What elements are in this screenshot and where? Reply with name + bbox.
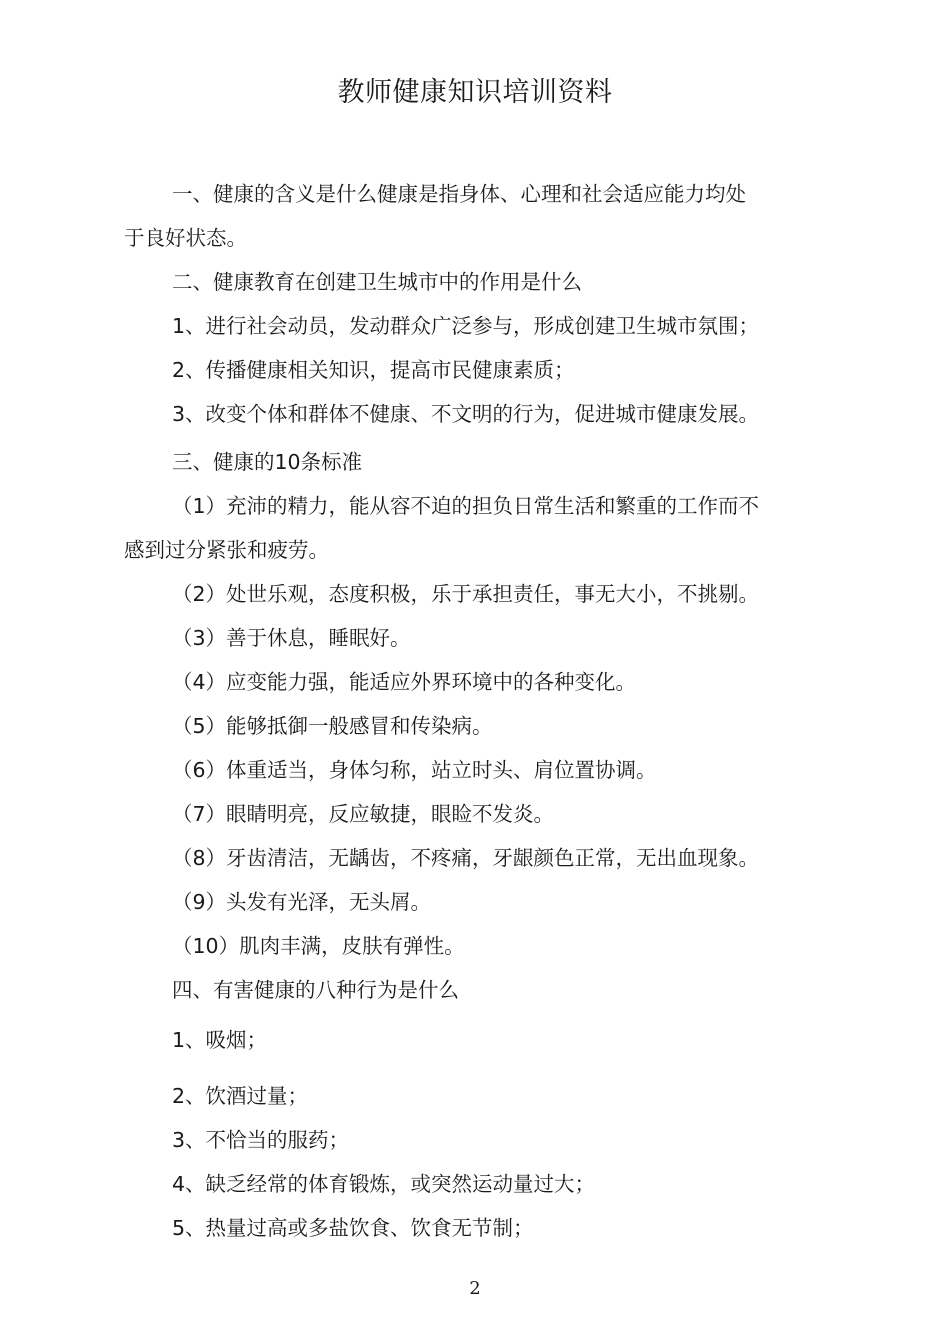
list-item: 1、进行社会动员，发动群众广泛参与，形成创建卫生城市氛围； <box>172 314 760 338</box>
section-heading: 三、健康的10条标准 <box>172 450 363 474</box>
section-heading: 二、健康教育在创建卫生城市中的作用是什么 <box>172 270 582 294</box>
page-number: 2 <box>469 1278 481 1299</box>
list-item: 5、热量过高或多盐饮食、饮食无节制； <box>172 1216 534 1240</box>
text-line: 于良好状态。 <box>124 226 247 250</box>
list-item: （5）能够抵御一般感冒和传染病。 <box>172 714 493 738</box>
text-line: 感到过分紧张和疲劳。 <box>124 538 329 562</box>
text-line: 一、健康的含义是什么健康是指身体、心理和社会适应能力均处 <box>172 182 746 206</box>
list-item: （9）头发有光泽，无头屑。 <box>172 890 432 914</box>
list-item: （2）处世乐观，态度积极，乐于承担责任，事无大小，不挑剔。 <box>172 582 760 606</box>
list-item: （1）充沛的精力，能从容不迫的担负日常生活和繁重的工作而不 <box>172 494 760 518</box>
list-item: 2、传播健康相关知识，提高市民健康素质； <box>172 358 575 382</box>
list-item: （10）肌肉丰满，皮肤有弹性。 <box>172 934 465 958</box>
list-item: 2、饮酒过量； <box>172 1084 309 1108</box>
list-item: 3、不恰当的服药； <box>172 1128 350 1152</box>
list-item: （4）应变能力强，能适应外界环境中的各种变化。 <box>172 670 637 694</box>
list-item: （8）牙齿清洁，无龋齿，不疼痛，牙龈颜色正常，无出血现象。 <box>172 846 760 870</box>
page-title: 教师健康知识培训资料 <box>337 77 613 108</box>
list-item: （7）眼睛明亮，反应敏捷，眼睑不发炎。 <box>172 802 555 826</box>
list-item: 3、改变个体和群体不健康、不文明的行为，促进城市健康发展。 <box>172 402 760 426</box>
list-item: 1、吸烟； <box>172 1028 268 1052</box>
list-item: 4、缺乏经常的体育锻炼，或突然运动量过大； <box>172 1172 596 1196</box>
list-item: （3）善于休息，睡眠好。 <box>172 626 411 650</box>
section-heading: 四、有害健康的八种行为是什么 <box>172 978 459 1002</box>
list-item: （6）体重适当，身体匀称，站立时头、肩位置协调。 <box>172 758 657 782</box>
